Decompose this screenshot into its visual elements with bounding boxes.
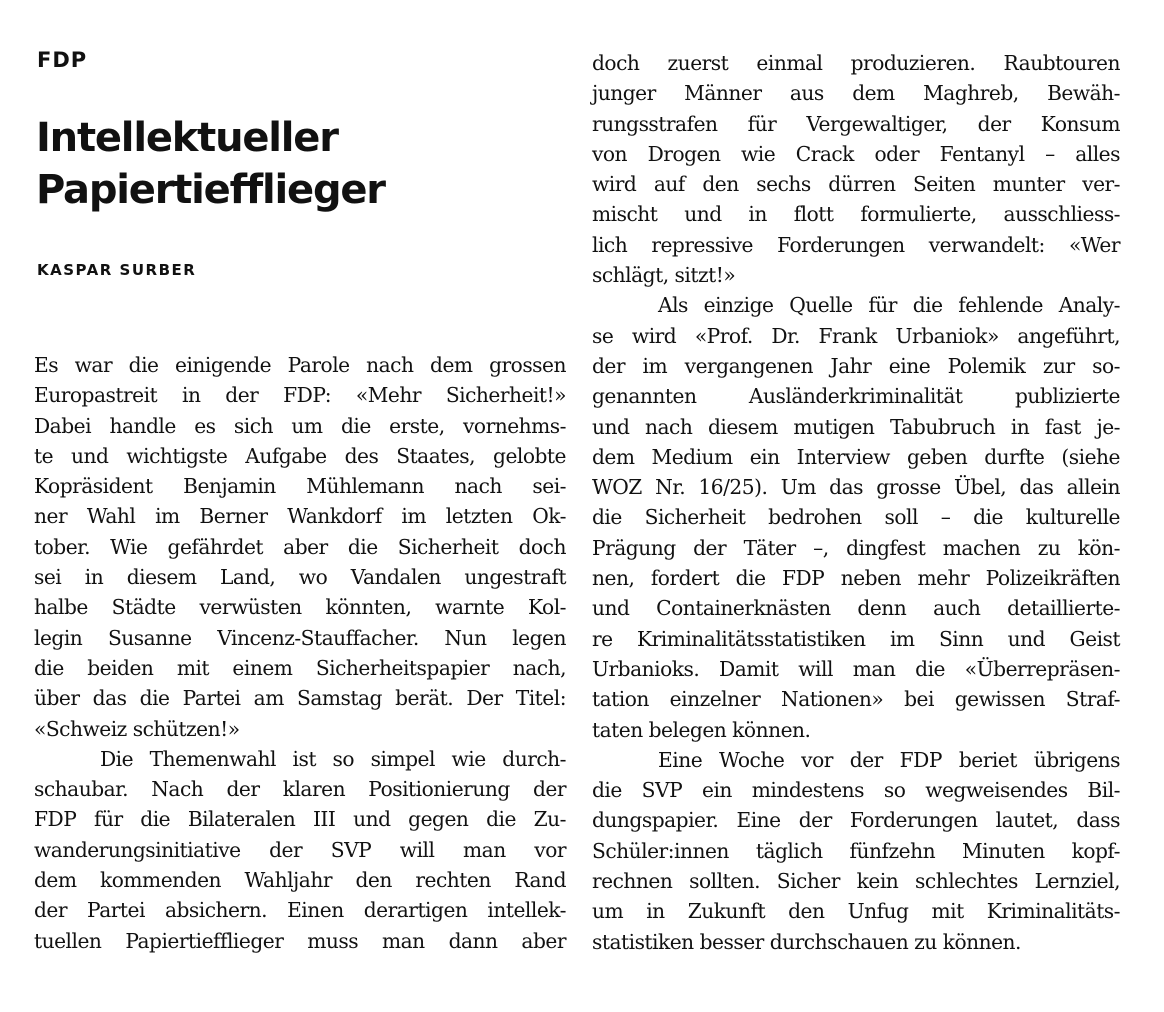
text-line: wird auf den sechs dürren Seiten munter ver-	[592, 172, 1120, 197]
text-line: die SVP ein mindestens so wegweisendes Bil-	[592, 778, 1120, 803]
text-line: statistiken besser durchschauen zu können.	[592, 929, 1021, 954]
text-line: rechnen sollten. Sicher kein schlechtes Lernziel,	[592, 869, 1120, 894]
text-line: Dabei handle es sich um die erste, vornehms-	[34, 413, 566, 438]
text-line: schlägt, sitzt!»	[592, 263, 736, 288]
text-line: nen, fordert die FDP neben mehr Polizeikräften	[592, 566, 1120, 591]
text-line: wanderungsinitiative der SVP will man vor	[34, 837, 566, 862]
text-line: mischt und in flott formulierte, ausschliess-	[592, 202, 1120, 227]
author-byline: KASPAR SURBER	[37, 261, 197, 279]
rubric-label: FDP	[37, 48, 88, 72]
text-line: rungsstrafen für Vergewaltiger, der Konsum	[592, 111, 1120, 136]
text-line: dem kommenden Wahljahr den rechten Rand	[34, 868, 566, 893]
text-line: Kopräsident Benjamin Mühlemann nach sei-	[34, 474, 566, 499]
text-line: junger Männer aus dem Maghreb, Bewäh-	[592, 81, 1120, 106]
text-line: WOZ Nr. 16/25). Um das grosse Übel, das allein	[592, 475, 1120, 500]
article-column-left	[34, 350, 566, 956]
text-line: der im vergangenen Jahr eine Polemik zur so-	[592, 353, 1120, 378]
text-line: die beiden mit einem Sicherheitspapier nach,	[34, 655, 566, 680]
text-line: tuellen Papiertiefflieger muss man dann aber	[34, 928, 566, 953]
article-column-right	[592, 48, 1120, 957]
text-line-paragraph-start: Als einzige Quelle für die fehlende Analy-	[658, 293, 1120, 318]
text-line: Europastreit in der FDP: «Mehr Sicherheit!»	[34, 383, 566, 408]
text-line: von Drogen wie Crack oder Fentanyl – alles	[592, 141, 1120, 166]
text-line: sei in diesem Land, wo Vandalen ungestraft	[34, 565, 566, 590]
text-line-paragraph-start: Die Themenwahl ist so simpel wie durch-	[100, 746, 566, 771]
text-line: Urbanioks. Damit will man die «Überrepräsen-	[592, 656, 1120, 681]
text-line: dem Medium ein Interview geben durfte (siehe	[592, 444, 1120, 469]
text-line: über das die Partei am Samstag berät. Der Titel:	[34, 686, 566, 711]
text-line: tober. Wie gefährdet aber die Sicherheit doch	[34, 534, 566, 559]
text-line: um in Zukunft den Unfug mit Kriminalitäts-	[592, 899, 1120, 924]
text-line: Schüler:innen täglich fünfzehn Minuten kopf-	[592, 838, 1120, 863]
text-line: taten belegen können.	[592, 717, 811, 742]
text-line-paragraph-start: Eine Woche vor der FDP beriet übrigens	[658, 747, 1120, 772]
text-line: te und wichtigste Aufgabe des Staates, gelobte	[34, 443, 566, 468]
text-line: «Schweiz schützen!»	[34, 716, 240, 741]
text-line: lich repressive Forderungen verwandelt: «Wer	[592, 232, 1120, 257]
text-line: Es war die einigende Parole nach dem grossen	[34, 353, 566, 377]
text-line: Prägung der Täter –, dingfest machen zu kön-	[592, 535, 1120, 560]
text-line: und Containerknästen denn auch detaillierte-	[592, 596, 1120, 621]
text-line: se wird «Prof. Dr. Frank Urbaniok» angeführt,	[592, 323, 1120, 348]
text-line: dungspapier. Eine der Forderungen lautet, dass	[592, 808, 1120, 833]
text-line: doch zuerst einmal produzieren. Raubtouren	[592, 51, 1120, 75]
text-line: der Partei absichern. Einen derartigen intellek-	[34, 898, 566, 923]
text-line: halbe Städte verwüsten könnten, warnte Kol-	[34, 595, 566, 620]
text-line: tation einzelner Nationen» bei gewissen Straf-	[592, 687, 1120, 712]
text-line: FDP für die Bilateralen III und gegen die Zu-	[34, 807, 566, 832]
text-line: und nach diesem mutigen Tabubruch in fast je-	[592, 414, 1120, 439]
text-line: schaubar. Nach der klaren Positionierung der	[34, 777, 566, 802]
text-line: ner Wahl im Berner Wankdorf im letzten Ok-	[34, 504, 566, 529]
text-line: re Kriminalitätsstatistiken im Sinn und Geist	[592, 626, 1120, 651]
text-line: genannten Ausländerkriminalität publizierte	[592, 384, 1120, 409]
text-line: legin Susanne Vincenz-Stauffacher. Nun legen	[34, 625, 566, 650]
text-line: die Sicherheit bedrohen soll – die kulturelle	[592, 505, 1120, 530]
article-title: Intellektueller Papiertiefflieger	[36, 115, 385, 213]
